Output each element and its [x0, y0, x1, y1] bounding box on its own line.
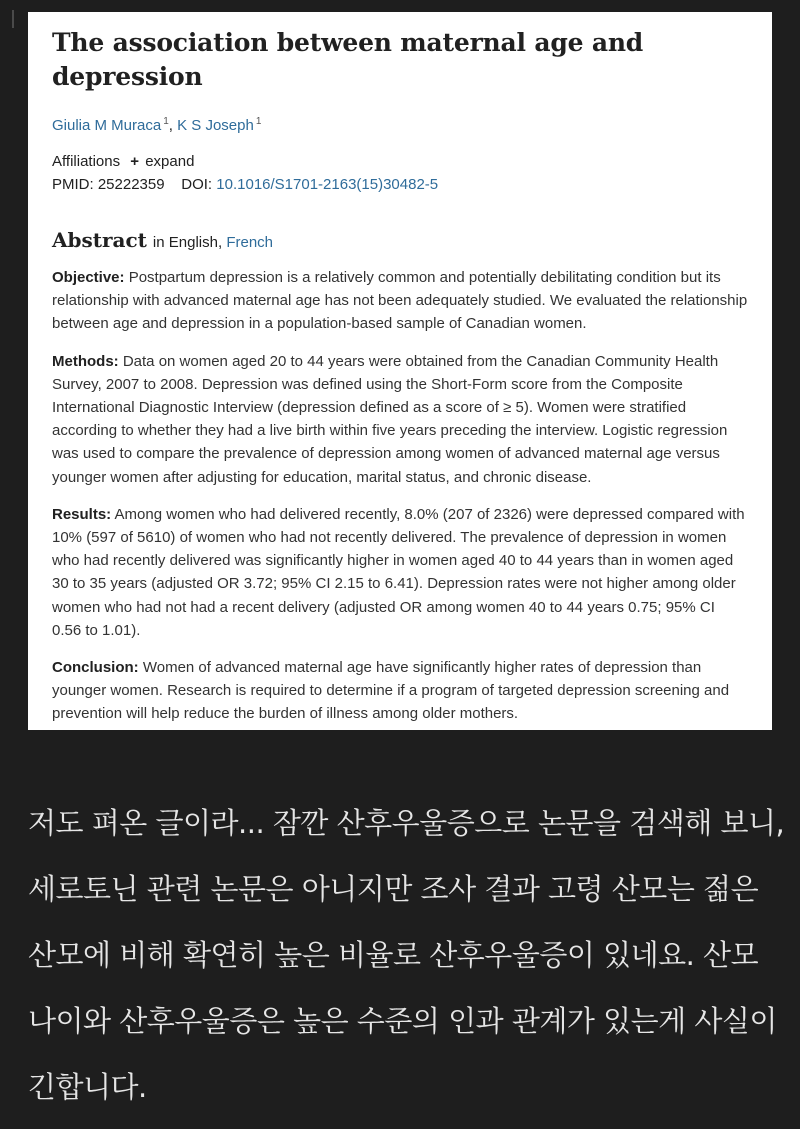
objective-section: [52, 266, 748, 336]
results-label: Results:: [52, 505, 112, 523]
conclusion-label: Conclusion:: [52, 659, 139, 677]
identifiers-row: [52, 173, 748, 196]
expand-label: expand: [145, 153, 195, 170]
abstract-language-prefix: in English,: [152, 234, 223, 251]
comment-line: 세로토닌 관련 논문은 아니지만 조사 결과 고령 산모는 젊은: [28, 872, 759, 906]
objective-text: Postpartum depression is a relatively common and potentially debilitating condition but its relationship with advanced maternal age has not been adequately studied. We evaluated the relationship between age and depression in a population-based sample of Canadian women.: [52, 269, 748, 333]
article-title-line2: depression: [52, 62, 203, 91]
doi-label: DOI:: [181, 176, 213, 193]
article-title-line1: The association between maternal age and: [52, 28, 644, 57]
conclusion-section: [52, 656, 748, 726]
comment-line: 나이와 산후우울증은 높은 수준의 인과 관계가 있는게 사실이: [28, 1004, 777, 1038]
pmid-label: PMID:: [52, 176, 94, 193]
author-list: [52, 116, 748, 134]
author-affiliation-sup[interactable]: 1: [255, 116, 262, 127]
author-link[interactable]: Giulia M Muraca: [52, 117, 162, 134]
article-title: [52, 26, 748, 94]
expand-button[interactable]: [130, 153, 194, 170]
affiliations-row: [52, 150, 748, 173]
affiliations-label: Affiliations: [52, 153, 121, 170]
comment-line: 저도 펴온 글이라... 잠깐 산후우울증으로 논문을 검색해 보니,: [28, 806, 785, 840]
results-text: Among women who had delivered recently, 8.0% (207 of 2326) were depressed compared with 10% (597 of 5610) of women who had not recently delivered. The prevalence of depression in women who had recently delivered was significantly higher in women aged 40 to 44 years than in women aged 30 to 35 years (adjusted OR 3.72; 95% CI 2.15 to 6.41). Depression rates were not higher among older women who had not had a recent delivery (adjusted OR among women 40 to 44 years 0.75; 95% CI 0.56 to 1.01).: [52, 505, 745, 639]
abstract-heading: Abstract: [52, 228, 147, 252]
french-language-link[interactable]: French: [226, 234, 273, 251]
conclusion-text: Research is required to determine if a program of targeted depression screening and prevention will help reduce the burden of illness among older mothers.: [52, 682, 730, 723]
methods-text: Data on women aged 20 to 44 years were obtained from the Canadian Community Health Survey, 2007 to 2008. Depression was defined using the Short-Form score from the Composite International Diagnostic Interview (depression defined as a score of ≥ 5). Women were stratified according to whether they had a live birth within five years preceding the interview. Logistic regression was used to compare the prevalence of depression among women of advanced maternal age versus younger women after adjusting for education, marital status, and chronic disease.: [52, 352, 728, 486]
abstract-language: [153, 234, 273, 251]
doi-link[interactable]: 10.1016/S1701-2163(15)30482-5: [216, 176, 439, 193]
plus-icon: +: [130, 153, 140, 170]
article-screenshot-card: [28, 12, 772, 730]
author-link[interactable]: K S Joseph: [177, 117, 254, 134]
author-affiliation-sup[interactable]: 1: [163, 116, 169, 127]
article-meta: [52, 150, 748, 196]
results-section: [52, 503, 748, 642]
comment-line: 긴합니다.: [28, 1070, 147, 1104]
pmid-value: 25222359: [97, 176, 165, 193]
comment-line: 산모에 비해 확연히 높은 비율로 산후우울증이 있네요. 산모: [28, 938, 759, 972]
author-separator: ,: [168, 117, 173, 134]
methods-label: Methods:: [52, 352, 119, 370]
objective-label: Objective:: [52, 269, 125, 286]
comment-text: [28, 790, 785, 1120]
conclusion-highlighted-text: Women of advanced maternal age have significantly higher rates of depression than younger women.: [52, 659, 702, 700]
abstract-heading-row: [52, 228, 748, 252]
methods-section: [52, 350, 748, 489]
scroll-edge-marker: [12, 10, 14, 28]
